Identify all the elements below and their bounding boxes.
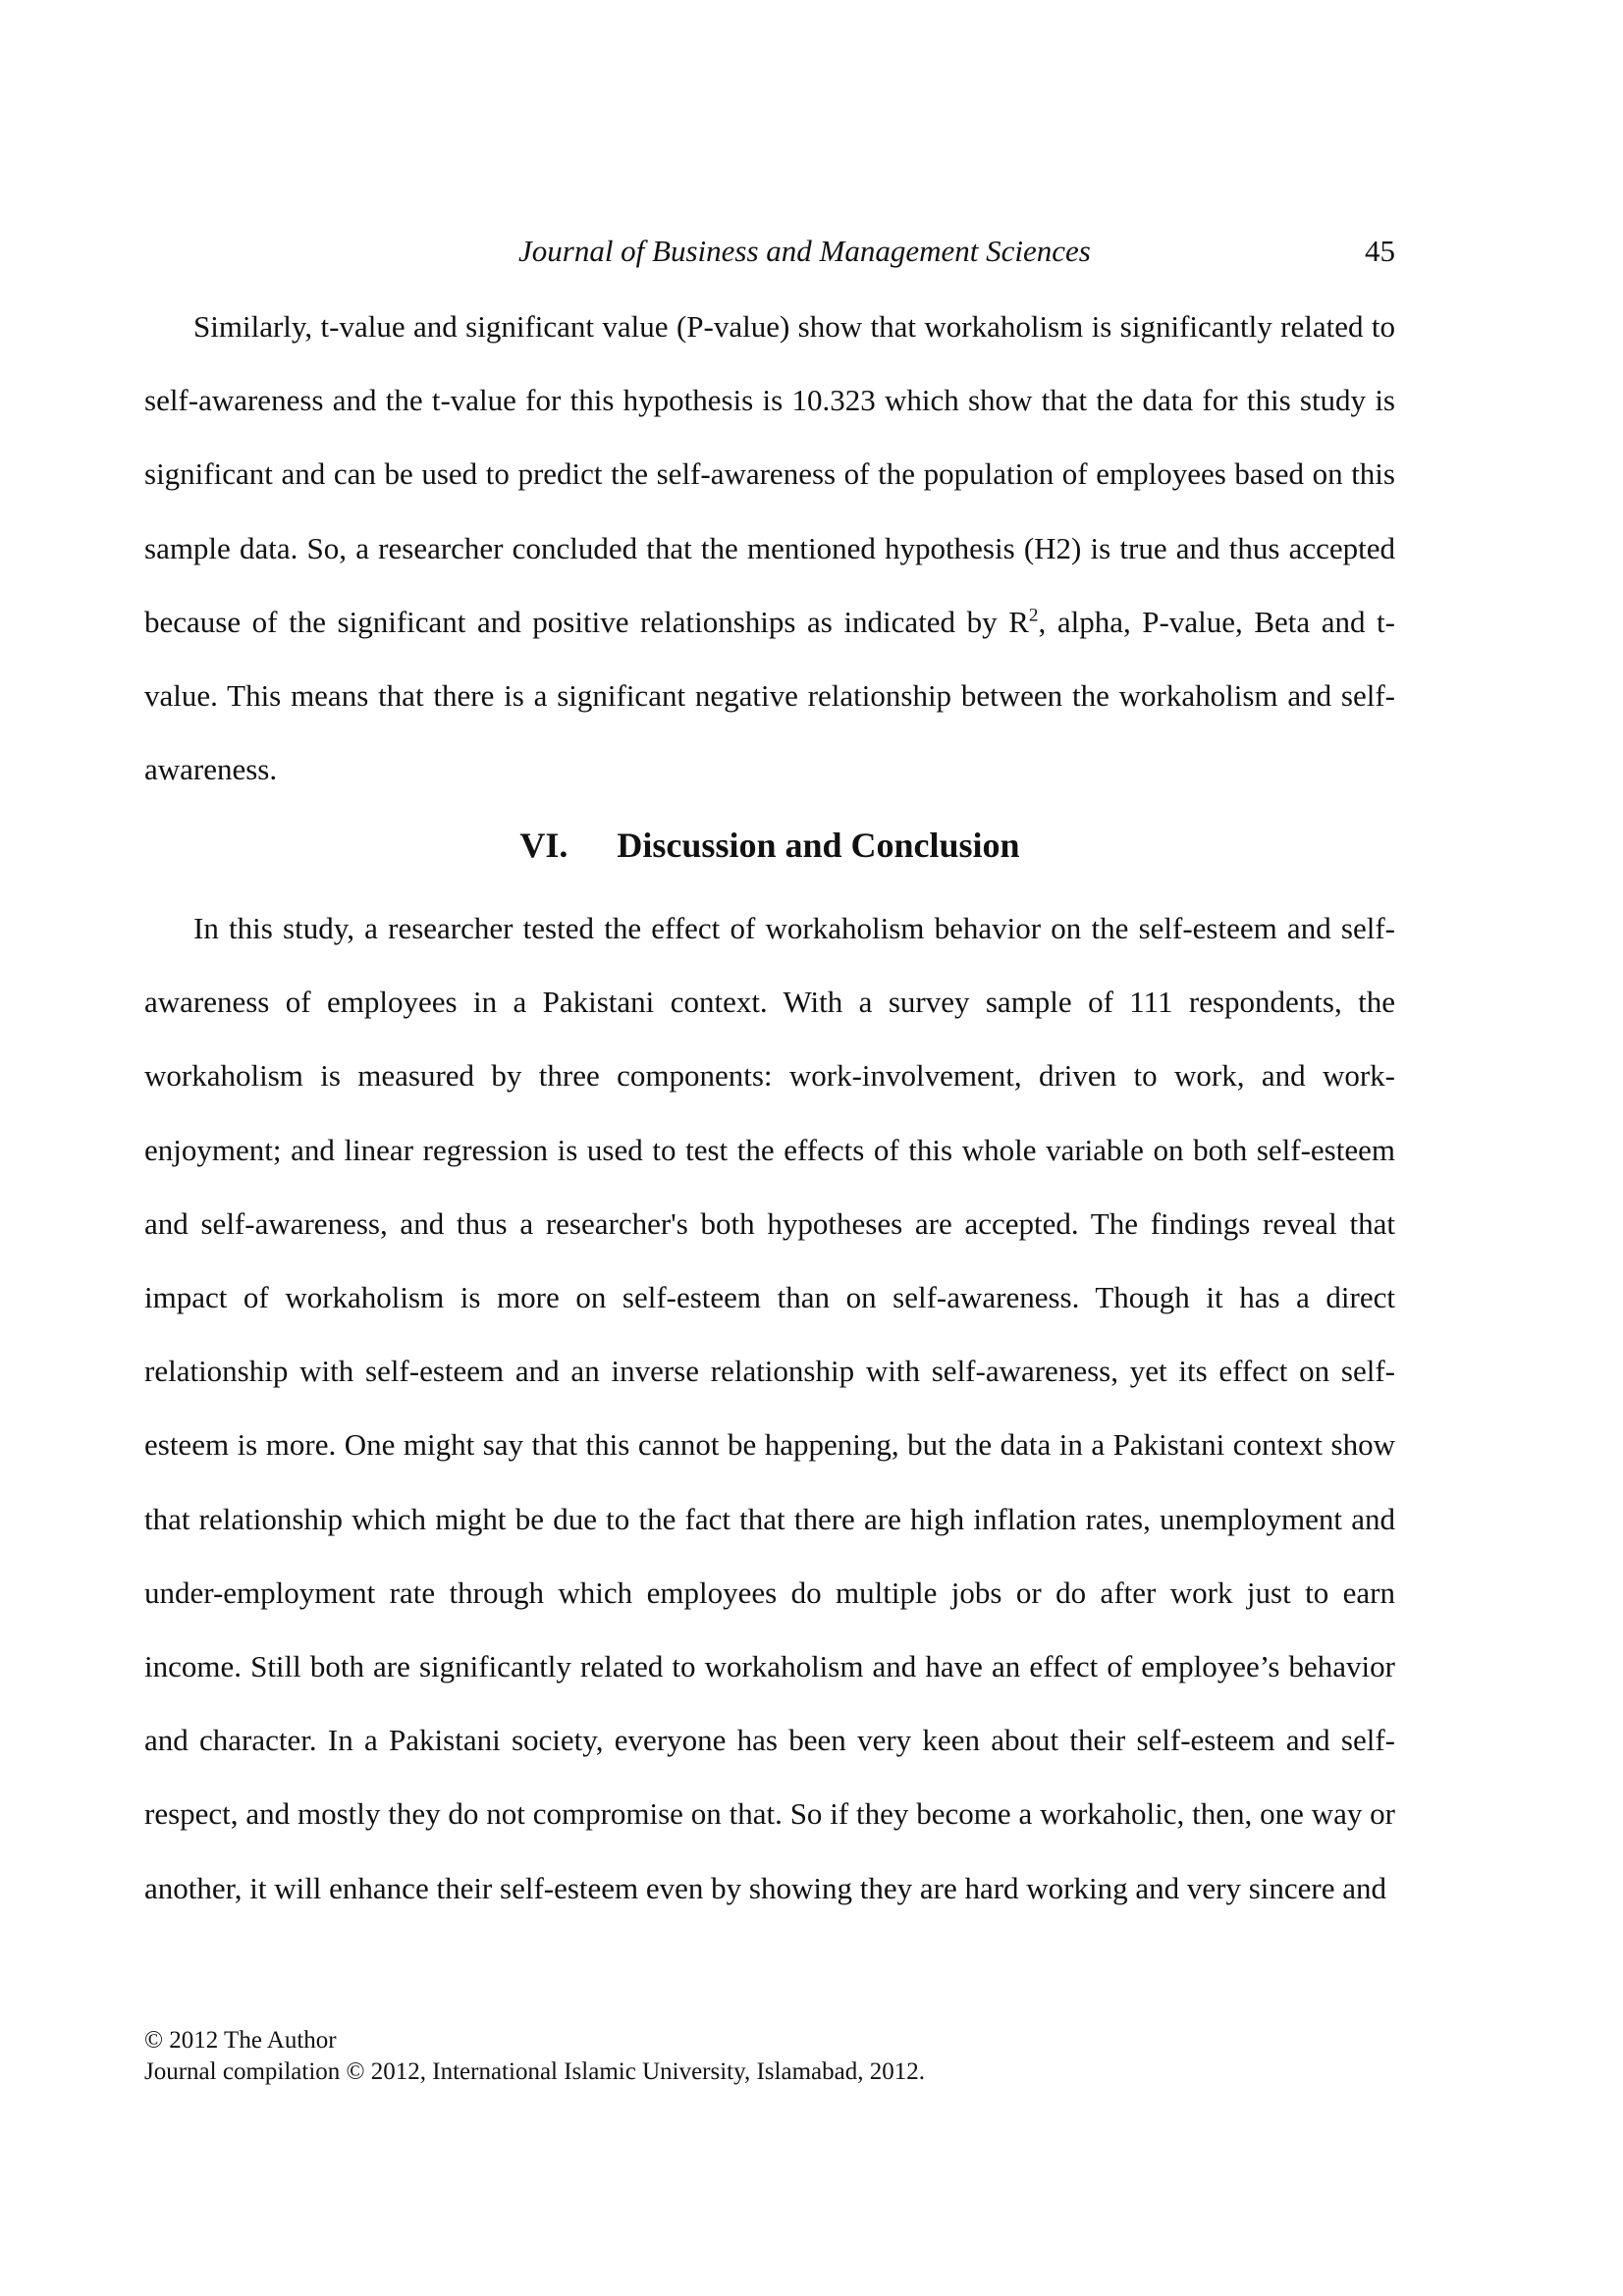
paragraph-results-text-end: , alpha, P-value, Beta and t-value. This means that there is a significant negative relationship between the workaholism and self-awareness.: [144, 604, 1395, 787]
paragraph-results: [144, 290, 1395, 806]
section-title: Discussion and Conclusion: [617, 826, 1020, 865]
r-squared-superscript: 2: [1028, 605, 1039, 626]
paragraph-results-text: Similarly, t-value and significant value (P-value) show that workaholism is significantly related to self-awareness and the t-value for this hypothesis is 10.323 which show that the data for this study is significant and can be used to predict the self-awareness of the population of employees based on this sample data. So, a researcher concluded that the mentioned hypothesis (H2) is true and thus accepted because of the significant and positive relationships as indicated by R: [144, 309, 1395, 639]
section-heading: [144, 822, 1395, 869]
section-number: VI.: [519, 826, 568, 865]
running-header: [144, 232, 1395, 271]
page-number: 45: [1365, 234, 1395, 268]
journal-title: Journal of Business and Management Sciences: [518, 234, 1091, 268]
footer-compilation: Journal compilation © 2012, International Islamic University, Islamabad, 2012.: [144, 2058, 925, 2085]
paragraph-discussion: In this study, a researcher tested the effect of workaholism behavior on the self-esteem and self-awareness of employees in a Pakistani context. With a survey sample of 111 respondents, the workaholism is measured by three components: work-involvement, driven to work, and work-enjoyment; and linear regression is used to test the effects of this whole variable on both self-esteem and self-awareness, and thus a researcher's both hypotheses are accepted. The findings reveal that impact of workaholism is more on self-esteem than on self-awareness. Though it has a direct relationship with self-esteem and an inverse relationship with self-awareness, yet its effect on self-esteem is more. One might say that this cannot be happening, but the data in a Pakistani context show that relationship which might be due to the fact that there are high inflation rates, unemployment and under-employment rate through which employees do multiple jobs or do after work just to earn income. Still both are significantly related to workaholism and have an effect of employee’s behavior and character. In a Pakistani society, everyone has been very keen about their self-esteem and self-respect, and mostly they do not compromise on that. So if they become a workaholic, then, one way or another, it will enhance their self-esteem even by showing they are hard working and very sincere and: [144, 911, 1395, 1905]
footer-copyright: © 2012 The Author: [144, 2027, 337, 2054]
page-footer: [144, 2025, 925, 2088]
